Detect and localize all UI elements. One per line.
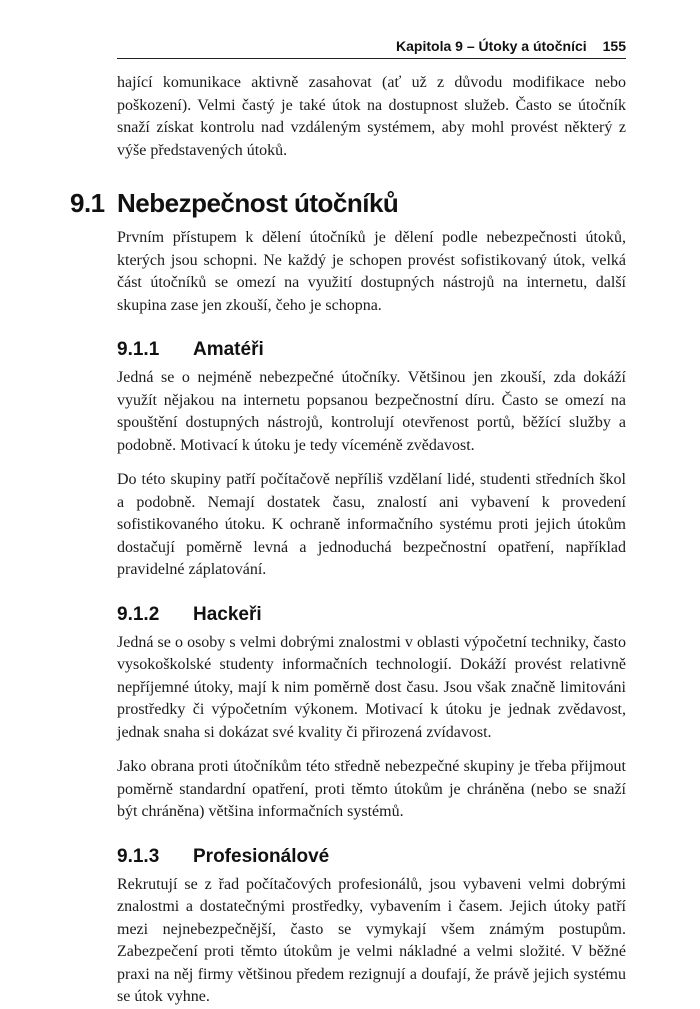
section-number: 9.1 [70,188,105,218]
paragraph: Jedná se o nejméně nebezpečné útočníky. Většinou jen zkouší, zda dokáží využít nějakou na internetu popsanou bezpečnostní díru. Často se omezí na spouštění dostupných nástrojů, kontrolují otevřenost portů, běžící služby a podobně. Motivací k útoku je tedy víceméně zvědavost. [117,369,626,454]
subsection-number: 9.1.1 [117,339,160,360]
subsection-title: Amatéři [193,339,264,360]
subsection-heading [117,846,626,868]
section-heading [70,188,626,219]
paragraph: Jedná se o osoby s velmi dobrými znalostmi v oblasti výpočetní techniky, často vysokoškolské studenty informačních technologií. Dokáží provést relativně nepříjemné útoky, mají k nim poměrně dost času. Jsou však značně limitováni prostředky či výpočetním výkonem. Motivací k útoku je jednak zvědavost, jednak snaha si dokázat své kvality či přirozená zvídavost. [117,633,626,741]
page-number: 155 [602,38,626,54]
chapter-title: Kapitola 9 – Útoky a útočníci [396,38,587,54]
page-body [70,72,626,1009]
header-rule [117,58,626,59]
section-paragraph: Prvním přístupem k dělení útočníků je dělení podle nebezpečnosti útoků, kterých jsou schopni. Ne každý je schopen provést sofistikovaný útok, velká část útočníků se omezí na využití dostupných nástrojů na internetu, další skupina zase jen zkouší, čeho je schopna. [117,229,626,314]
subsection-heading [117,604,626,626]
subsection-number: 9.1.2 [117,603,160,625]
header-text [396,38,626,54]
paragraph: Rekrutují se z řad počítačových profesionálů, jsou vybaveni velmi dobrými znalostmi a dostatečnými prostředky, vybavením i časem. Jejich útoky patří mezi nejnebezpečnější, často se vymykají všem známým postupům. Zabezpečení proti těmto útokům je velmi nákladné a velmi složité. V běžné praxi na něj firmy většinou předem rezignují a doufají, že právě jejich systému se útok vyhne. [117,875,626,1005]
paragraph: Do této skupiny patří počítačově nepříliš vzdělaní lidé, studenti středních škol a podobně. Nemají dostatek času, znalostí ani vybavení k provedení sofistikovaného útoku. K ochraně informačního systému proti jejich útokům dostačují poměrně levná a jednoduchá bezpečnostní opatření, například pravidelné záplatování. [117,471,626,578]
running-header [0,0,700,62]
subsection-heading [117,339,626,361]
section-title: Nebezpečnost útočníků [117,188,399,218]
subsection-title: Profesionálové [193,845,330,867]
subsection-title: Hackeři [193,603,262,625]
intro-paragraph: hající komunikace aktivně zasahovat (ať už z důvodu modifikace nebo poškození). Velmi častý je také útok na dostupnost služeb. Často se útočník snaží získat kontrolu nad vzdáleným systémem, aby mohl provést některý z výše představených útoků. [117,74,626,159]
paragraph: Jako obrana proti útočníkům této středně nebezpečné skupiny je třeba přijmout poměrně standardní opatření, proti těmto útokům je chráněna (nebo se snaží být chráněna) většina informačních systémů. [117,758,626,820]
subsection-number: 9.1.3 [117,845,160,867]
